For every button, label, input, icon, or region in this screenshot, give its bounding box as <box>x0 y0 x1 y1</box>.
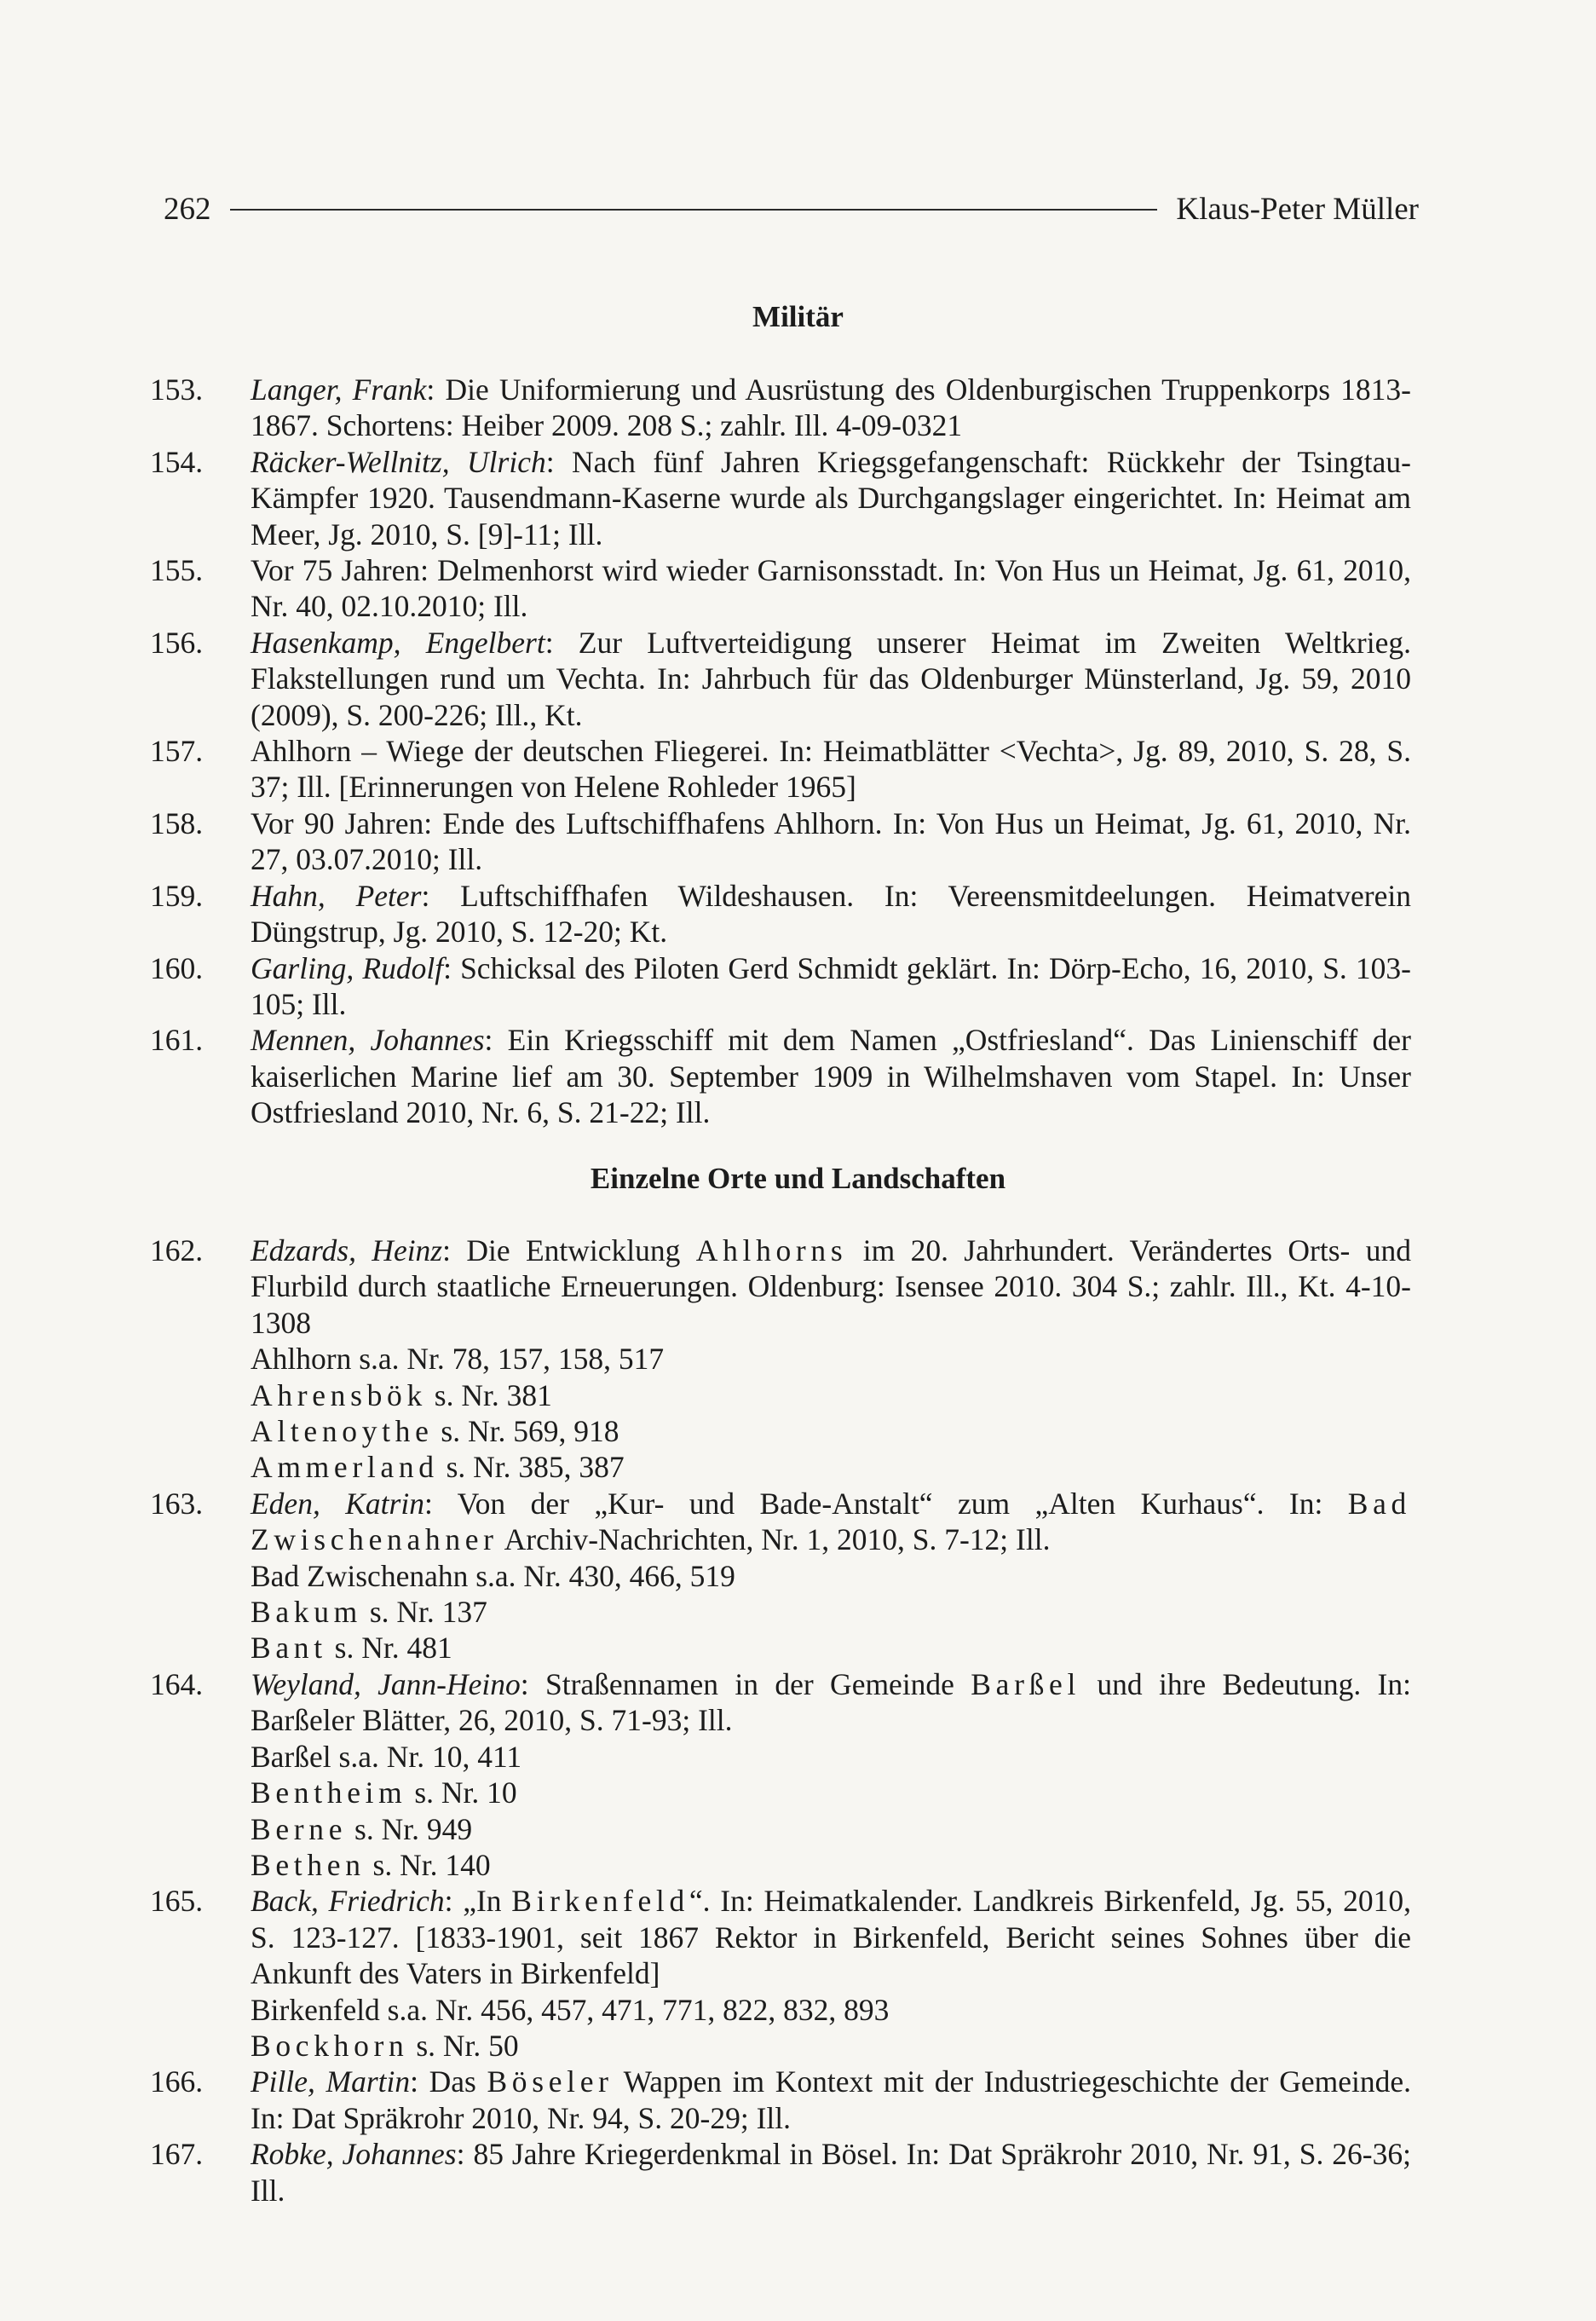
entry-text <box>251 372 1411 444</box>
entry-place-name: Barßel <box>971 1666 1081 1701</box>
cross-reference <box>251 2028 1411 2064</box>
entry-author: Weyland, Jann-Heino <box>251 1666 521 1701</box>
entry-author-separator: : <box>484 1023 508 1058</box>
cross-reference-place: Ammerland <box>251 1450 439 1485</box>
entry-number: 156. <box>150 625 204 660</box>
entry-citation <box>251 625 1411 733</box>
bibliography-entry <box>150 1022 1411 1130</box>
cross-reference-numbers: s. Nr. 481 <box>326 1631 452 1666</box>
cross-reference-numbers: s. Nr. 140 <box>365 1847 491 1882</box>
cross-reference <box>251 1992 1411 2028</box>
cross-reference-numbers: s. Nr. 381 <box>426 1377 552 1412</box>
entry-text <box>251 878 1411 950</box>
cross-reference-place: Bockhorn <box>251 2028 409 2063</box>
cross-reference-numbers: Ahlhorn s.a. Nr. 78, 157, 158, 517 <box>251 1342 665 1377</box>
entry-number: 164. <box>150 1666 204 1701</box>
entry-number: 157. <box>150 734 204 769</box>
bibliography-entry <box>150 444 1411 552</box>
entry-text <box>251 1022 1411 1130</box>
entry-title-part: 85 Jahre Kriegerdenkmal in Bösel. In: Dat Spräkrohr 2010, Nr. 91, S. 26-36; Ill. <box>251 2137 1411 2208</box>
entry-author: Garling, Rudolf <box>251 950 444 985</box>
cross-reference <box>251 1558 1411 1594</box>
entry-citation <box>251 1666 1411 1739</box>
entry-text <box>251 805 1411 878</box>
cross-reference <box>251 1739 1411 1775</box>
cross-reference-numbers: s. Nr. 949 <box>347 1811 473 1846</box>
entry-place-name: Bad Zwischenahner <box>251 1486 1411 1557</box>
entry-author-separator: : <box>520 1666 545 1701</box>
entry-title-part: im 20. Jahrhundert. Verändertes Orts- und Flurbild durch staatliche Erneuerungen. Oldenburg: Isensee 2010. 304 S.; zahlr. Ill., Kt. 4-10-1308 <box>251 1233 1411 1340</box>
entry-author-separator: : <box>426 372 446 407</box>
entry-place-name: Böseler <box>487 2064 614 2099</box>
entry-author: Edzards, Heinz <box>251 1233 443 1267</box>
running-header <box>164 191 1419 228</box>
entry-title-part: “. In: Heimatkalender. Landkreis Birkenfeld, Jg. 55, 2010, S. 123-127. [1833-1901, seit 1867 Rektor in Birkenfeld, Bericht seines Sohnes über die Ankunft des Vaters in Birkenfeld] <box>251 1884 1411 1991</box>
entry-number: 153. <box>150 372 204 407</box>
cross-reference-numbers: s. Nr. 50 <box>408 2028 519 2063</box>
entry-text <box>251 1233 1411 1486</box>
header-rule <box>230 209 1158 211</box>
bibliography-entry <box>150 1233 1411 1486</box>
bibliography-entry <box>150 2136 1411 2208</box>
cross-reference-place: Bentheim <box>251 1775 407 1810</box>
entry-title-part: „In <box>463 1884 512 1919</box>
entry-title: Nach fünf Jahren Kriegsgefangenschaft: Rückkehr der Tsingtau-Kämpfer 1920. Tausendmann-Kaserne wurde als Durchgangslager eingerichtet. In: Heimat am Meer, Jg. 2010, S. [9]-11; Ill. <box>251 444 1411 551</box>
bibliography-entry <box>150 1666 1411 1883</box>
entry-title-part: Wappen im Kontext mit der Industriegeschichte der Gemeinde. In: Dat Spräkrohr 2010, Nr. 94, S. 20-29; Ill. <box>251 2064 1411 2135</box>
section-title-orte: Einzelne Orte und Landschaften <box>590 1162 1006 1195</box>
entry-citation <box>251 552 1411 625</box>
entry-place-name: Birkenfeld <box>511 1884 689 1919</box>
entry-author-separator: : <box>444 1884 464 1919</box>
cross-reference <box>251 1847 1411 1883</box>
entry-text <box>251 444 1411 552</box>
cross-reference-numbers: s. Nr. 569, 918 <box>433 1414 619 1449</box>
entry-title-part: und ihre Bedeutung. In: Barßeler Blätter, 26, 2010, S. 71-93; Ill. <box>251 1666 1411 1738</box>
entry-title: Schicksal des Piloten Gerd Schmidt geklärt. In: Dörp-Echo, 16, 2010, S. 103-105; Ill. <box>251 950 1411 1021</box>
cross-reference-numbers: s. Nr. 385, 387 <box>438 1450 625 1485</box>
entry-number: 166. <box>150 2064 204 2099</box>
cross-reference <box>251 1377 1411 1413</box>
cross-reference <box>251 1449 1411 1485</box>
bibliography-entry <box>150 2064 1411 2136</box>
entry-number: 167. <box>150 2137 204 2172</box>
entry-title-part: Die Entwicklung <box>466 1233 696 1267</box>
entry-citation <box>251 1486 1411 1558</box>
entry-number: 155. <box>150 553 204 588</box>
cross-reference-numbers: s. Nr. 10 <box>406 1775 517 1810</box>
entry-citation <box>251 878 1411 950</box>
entry-author: Mennen, Johannes <box>251 1023 485 1058</box>
bibliography-entry <box>150 372 1411 444</box>
cross-reference-place: Bakum <box>251 1595 362 1630</box>
entry-title: Vor 90 Jahren: Ende des Luftschiffhafens Ahlhorn. In: Von Hus un Heimat, Jg. 61, 2010, Nr. 27, 03.07.2010; Ill. <box>251 805 1411 877</box>
bibliography-entry <box>150 950 1411 1023</box>
entry-citation <box>251 805 1411 878</box>
running-header-author: Klaus-Peter Müller <box>1176 192 1419 227</box>
entry-author: Back, Friedrich <box>251 1884 445 1919</box>
entry-text <box>251 950 1411 1023</box>
cross-reference <box>251 1630 1411 1666</box>
entry-number: 160. <box>150 950 204 985</box>
entry-author-separator: : <box>423 1486 458 1521</box>
entry-author: Hahn, Peter <box>251 878 422 913</box>
entry-author: Pille, Martin <box>251 2064 411 2099</box>
entry-number: 162. <box>150 1233 204 1267</box>
entry-author-separator: : <box>456 2137 474 2172</box>
entry-text <box>251 2064 1411 2136</box>
entry-number: 158. <box>150 805 204 840</box>
cross-reference <box>251 1413 1411 1449</box>
entry-number: 154. <box>150 444 204 479</box>
entry-title: Vor 75 Jahren: Delmenhorst wird wieder Garnisonsstadt. In: Von Hus un Heimat, Jg. 61, 2010, Nr. 40, 02.10.2010; Ill. <box>251 553 1411 624</box>
entry-citation <box>251 2064 1411 2136</box>
entry-text <box>251 1486 1411 1666</box>
entry-author: Robke, Johannes <box>251 2137 457 2172</box>
entry-text <box>251 1883 1411 2064</box>
entry-title: Ein Kriegsschiff mit dem Namen „Ostfriesland“. Das Linienschiff der kaiserlichen Marine lief am 30. September 1909 in Wilhelmshaven vom Stapel. In: Unser Ostfriesland 2010, Nr. 6, S. 21-22; Ill. <box>251 1023 1411 1130</box>
entry-author: Langer, Frank <box>251 372 427 407</box>
entry-text <box>251 733 1411 805</box>
entry-title: Ahlhorn – Wiege der deutschen Fliegerei. In: Heimatblätter <Vechta>, Jg. 89, 2010, S. 28, S. 37; Ill. [Erinnerungen von Helene Rohleder 1965] <box>251 734 1411 805</box>
cross-reference-numbers: Barßel s.a. Nr. 10, 411 <box>251 1739 522 1774</box>
bibliography-entry <box>150 1486 1411 1666</box>
bibliography-entry <box>150 625 1411 733</box>
entry-author: Räcker-Wellnitz, Ulrich <box>251 444 546 479</box>
entry-author: Hasenkamp, Engelbert <box>251 625 545 660</box>
entry-author-separator: : <box>442 1233 467 1267</box>
entry-title-part: Straßennamen in der Gemeinde <box>544 1666 971 1701</box>
cross-reference-place: Bethen <box>251 1847 366 1882</box>
entry-citation <box>251 372 1411 444</box>
cross-reference <box>251 1811 1411 1847</box>
entry-title: Luftschiffhafen Wildeshausen. In: Vereensmitdeelungen. Heimatverein Düngstrup, Jg. 2010, S. 12-20; Kt. <box>251 878 1411 950</box>
entry-title-part: Das <box>429 2064 487 2099</box>
entry-place-name: Ahlhorns <box>695 1233 848 1267</box>
bibliography-entry <box>150 1883 1411 2064</box>
entry-author-separator: : <box>443 950 461 985</box>
bibliography-entry <box>150 552 1411 625</box>
entry-title-part: Archiv-Nachrichten, Nr. 1, 2010, S. 7-12; Ill. <box>498 1522 1051 1557</box>
entry-number: 159. <box>150 878 204 913</box>
entry-number: 163. <box>150 1486 204 1521</box>
entry-author-separator: : <box>544 625 579 660</box>
entry-text <box>251 2136 1411 2208</box>
section-title-militaer: Militär <box>752 300 844 333</box>
entry-text <box>251 1666 1411 1883</box>
entry-citation <box>251 1022 1411 1130</box>
entry-text <box>251 625 1411 733</box>
bibliography-entry <box>150 878 1411 950</box>
entry-list-orte <box>150 1233 1411 2208</box>
entry-citation <box>251 1883 1411 1991</box>
entry-citation <box>251 950 1411 1023</box>
cross-reference <box>251 1775 1411 1810</box>
bibliography-entry <box>150 805 1411 878</box>
entry-author: Eden, Katrin <box>251 1486 424 1521</box>
page-number: 262 <box>164 192 211 227</box>
entry-text <box>251 552 1411 625</box>
entry-author-separator: : <box>421 878 461 913</box>
entry-author-separator: : <box>545 444 573 479</box>
cross-reference <box>251 1594 1411 1630</box>
entry-author-separator: : <box>410 2064 429 2099</box>
entry-citation <box>251 2136 1411 2208</box>
cross-reference-numbers: s. Nr. 137 <box>361 1595 487 1630</box>
entry-number: 165. <box>150 1884 204 1919</box>
entry-citation <box>251 1233 1411 1341</box>
entry-citation <box>251 733 1411 805</box>
entry-number: 161. <box>150 1023 204 1058</box>
entry-list-militaer <box>150 372 1411 1131</box>
cross-reference-numbers: Birkenfeld s.a. Nr. 456, 457, 471, 771, 822, 832, 893 <box>251 1992 890 2027</box>
entry-title: Zur Luftverteidigung unserer Heimat im Zweiten Weltkrieg. Flakstellungen rund um Vechta. In: Jahrbuch für das Oldenburger Münsterland, Jg. 59, 2010 (2009), S. 200-226; Ill., Kt. <box>251 625 1412 732</box>
cross-reference-numbers: Bad Zwischenahn s.a. Nr. 430, 466, 519 <box>251 1558 735 1593</box>
cross-reference-place: Ahrensbök <box>251 1377 427 1412</box>
entry-title-part: Von der „Kur- und Bade-Anstalt“ zum „Alten Kurhaus“. In: <box>457 1486 1348 1521</box>
cross-reference <box>251 1341 1411 1377</box>
bibliography-entry <box>150 733 1411 805</box>
cross-reference-place: Bant <box>251 1631 327 1666</box>
cross-reference-place: Altenoythe <box>251 1414 434 1449</box>
entry-citation <box>251 444 1411 552</box>
cross-reference-place: Berne <box>251 1811 348 1846</box>
entry-title: Die Uniformierung und Ausrüstung des Oldenburgischen Truppenkorps 1813-1867. Schortens: Heiber 2009. 208 S.; zahlr. Ill. 4-09-0321 <box>251 372 1412 443</box>
